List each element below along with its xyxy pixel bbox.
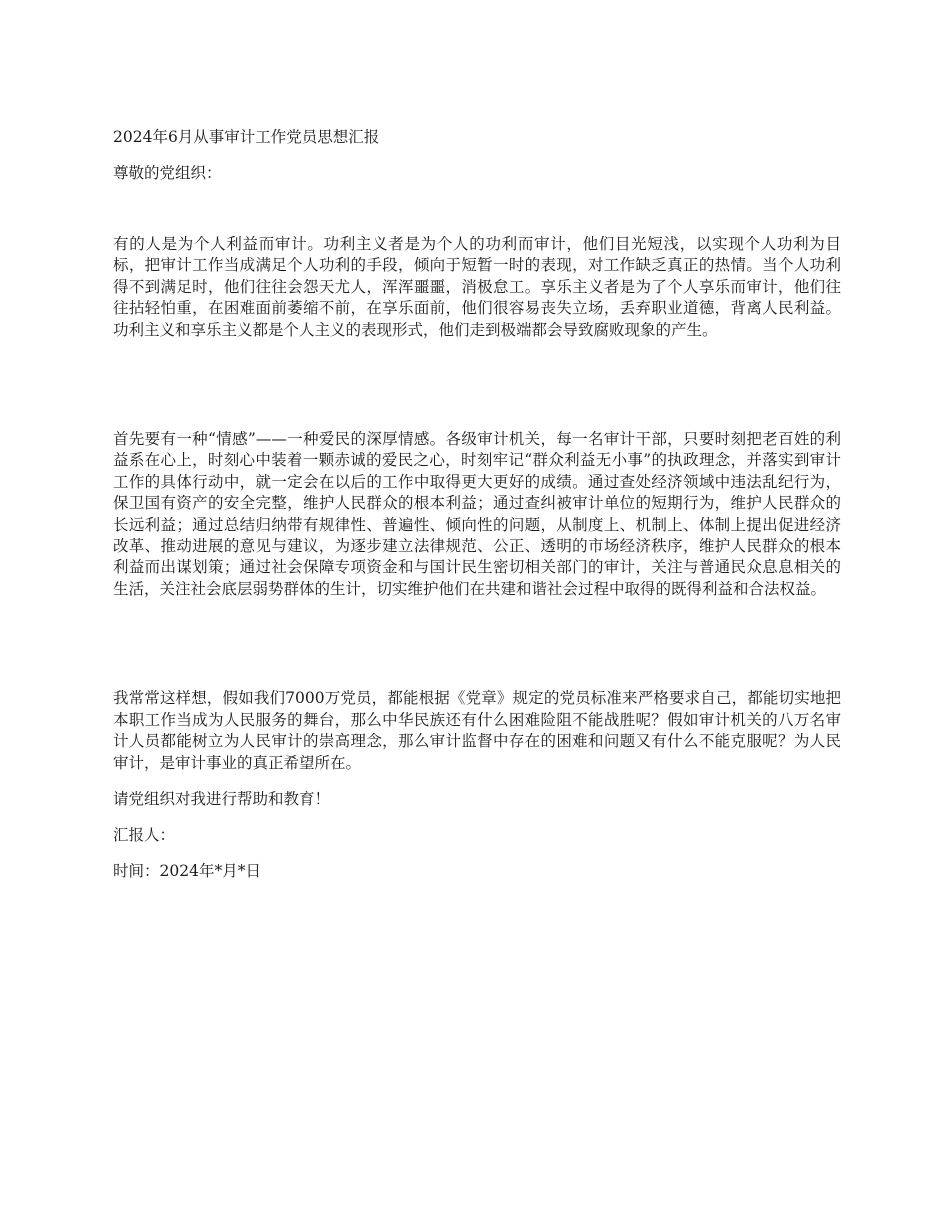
date-line: 时间：2024年*月*日	[113, 861, 261, 880]
spacer	[113, 148, 841, 162]
spacer	[113, 810, 841, 824]
document-page	[113, 126, 841, 882]
closing-line: 请党组织对我进行帮助和教育！	[113, 789, 331, 808]
paragraph-1: 有的人是为个人利益而审计。功利主义者是为个人的功利而审计，他们目光短浅，以实现个人功利为目标，把审计工作当成满足个人功利的手段，倾向于短暂一时的表现，对工作缺乏真正的热情。当个人功利得不到满足时，他们往往会怨天尤人，浑浑噩噩，消极怠工。享乐主义者是为了个人享乐而审计，他们往往拈轻怕重，在困难面前萎缩不前，在享乐面前，他们很容易丧失立场，丢弃职业道德，背离人民利益。功利主义和享乐主义都是个人主义的表现形式，他们走到极端都会导致腐败现象的产生。	[113, 235, 841, 339]
spacer	[113, 774, 841, 788]
paragraph-2: 首先要有一种“情感”——一种爱民的深厚情感。各级审计机关，每一名审计干部，只要时刻把老百姓的利益系在心上，时刻心中装着一颗赤诚的爱民之心，时刻牢记“群众利益无小事”的执政理念，并落实到审计工作的具体行动中，就一定会在以后的工作中取得更大更好的成绩。通过查处经济领域中违法乱纪行为，保卫国有资产的安全完整，维护人民群众的根本利益；通过查纠被审计单位的短期行为，维护人民群众的长远利益；通过总结归纳带有规律性、普遍性、倾向性的问题，从制度上、机制上、体制上提出促进经济改革、推动进展的意见与建议，为逐步建立法律规范、公正、透明的市场经济秩序，维护人民群众的根本利益而出谋划策；通过社会保障专项资金和与国计民生密切相关部门的审计，关注与普通民众息息相关的生活，关注社会底层弱势群体的生计，切实维护他们在共建和谐社会过程中取得的既得利益和合法权益。	[113, 430, 841, 598]
spacer	[113, 846, 841, 860]
reporter-line: 汇报人：	[113, 825, 176, 844]
spacer	[113, 341, 841, 429]
paragraph-3: 我常常这样想，假如我们7000万党员，都能根据《党章》规定的党员标准来严格要求自己，都能切实地把本职工作当成为人民服务的舞台，那么中华民族还有什么困难险阻不能战胜呢？假如审计机关的八万名审计人员都能树立为人民审计的崇高理念，那么审计监督中存在的困难和问题又有什么不能克服呢？为人民审计，是审计事业的真正希望所在。	[113, 689, 841, 772]
spacer	[113, 600, 841, 688]
document-title: 2024年6月从事审计工作党员思想汇报	[113, 128, 380, 146]
spacer	[113, 184, 841, 234]
salutation: 尊敬的党组织：	[113, 164, 222, 182]
